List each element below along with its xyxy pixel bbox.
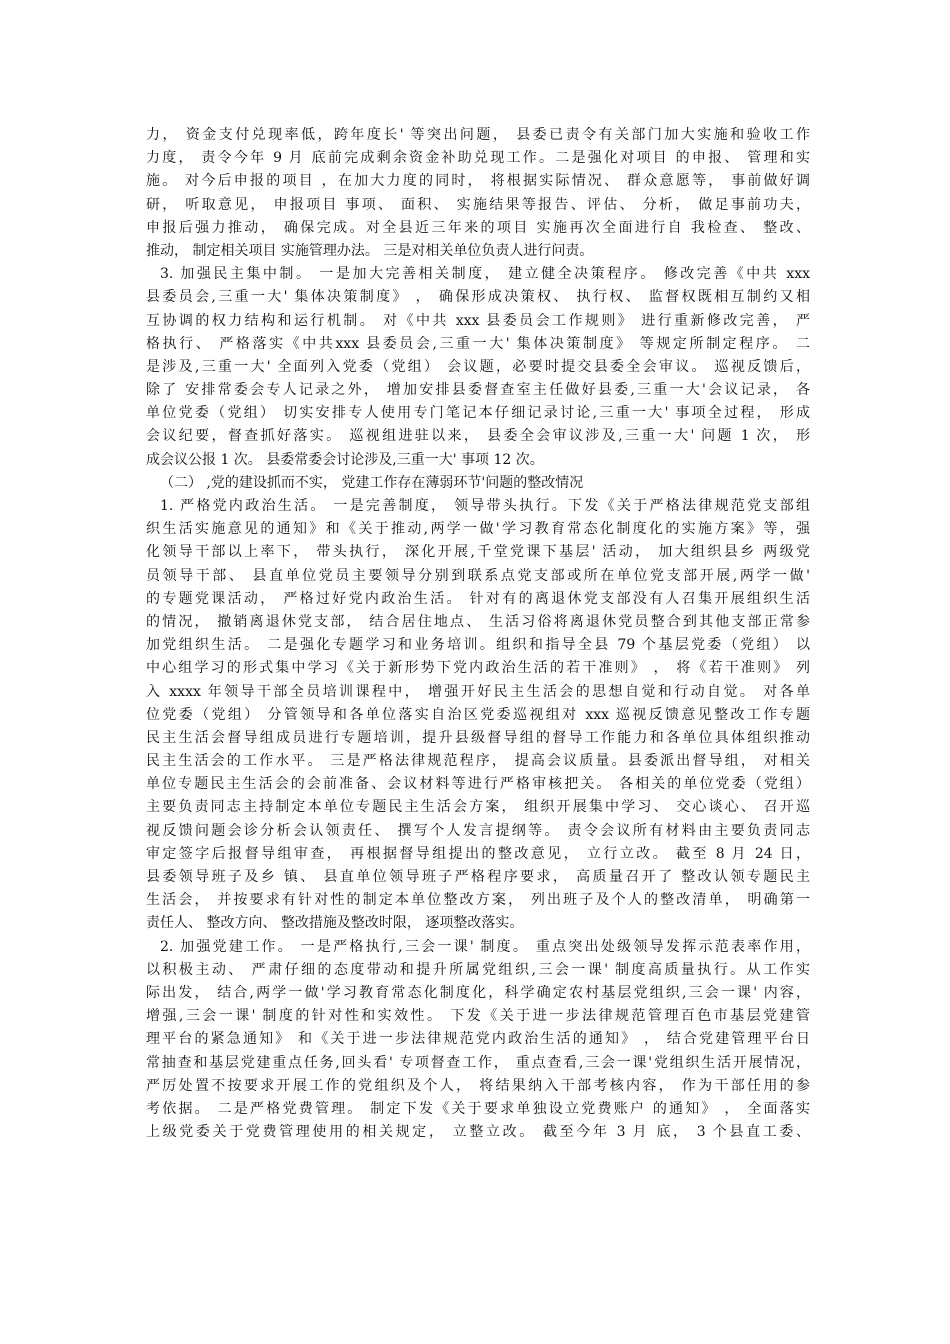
text-line: 单位党委（党组） 切实安排专人使用专门笔记本仔细记录讨论,三重一大' 事项全过程， 形成 — [146, 405, 810, 422]
text-line: 生活会， 并按要求有针对性的制定本单位整改方案， 列出班子及个人的整改清单， 明确第一 — [146, 892, 810, 909]
text-line: 申报后强力推动， 确保完成。对全县近三年来的项目 实施再次全面进行自 我检查、 整改、 — [146, 219, 810, 236]
text-line: 以积极主动、 严肃仔细的态度带动和提升所属党组织,三会一课' 制度高质量执行。从工作实 — [146, 961, 810, 978]
text-line: 力， 资金支付兑现率低，跨年度长' 等突出问题， 县委已责令有关部门加大实施和验收工作 — [146, 127, 810, 143]
text-line: 主要负责同志主持制定本单位专题民主生活会方案， 组织开展集中学习、 交心谈心、 召开巡 — [146, 799, 810, 816]
text-line: 责任人、 整改方向、 整改措施及整改时限， 逐项整改落实。 — [146, 915, 524, 932]
document-body — [146, 124, 810, 1144]
text-line: 的情况， 撤销离退休党支部， 结合居住地点、 生活习俗将离退休党员整合到其他支部正常参 — [146, 613, 810, 630]
text-line: 2. 加强党建工作。 一是严格执行,三会一课' 制度。 重点突出处级领导发挥示范表率作用， — [160, 938, 810, 955]
text-line: 格执行、 严格落实《中共xxx 县委员会,三重一大' 集体决策制度》 等规定所制定程序。 二 — [146, 335, 810, 352]
text-line: 的专题党课活动， 严格过好党内政治生活。 针对有的离退休党支部没有人召集开展组织生活 — [146, 590, 810, 607]
text-line: 常抽查和基层党建重点任务,回头看' 专项督查工作， 重点查看,三会一课'党组织生活开展情况， — [146, 1054, 810, 1071]
text-line: 入 xxxx 年领导干部全员培训课程中， 增强开好民主生活会的思想自觉和行动自觉。 对各单 — [146, 683, 810, 700]
text-line: 民主生活会督导组成员进行专题培训，提升县级督导组的督导工作能力和各单位具体组织推动 — [146, 729, 810, 746]
text-line: 位党委（党组） 分管领导和各单位落实自治区党委巡视组对 xxx 巡视反馈意见整改工作专题 — [146, 706, 810, 723]
text-line: 民主生活会的工作水平。 三是严格法律规范程序， 提高会议质量。县委派出督导组， 对相关 — [146, 753, 810, 770]
text-line: 力度， 责令今年 9 月 底前完成剩余资金补助兑现工作。二是强化对项目 的申报、 管理和实 — [146, 150, 810, 167]
text-line: 中心组学习的形式集中学习《关于新形势下党内政治生活的若干准则》 ， 将《若干准则》 列 — [146, 660, 810, 677]
text-line: 增强,三会一课' 制度的针对性和实效性。 下发《关于进一步法律规范管理百色市基层党建管 — [146, 1008, 810, 1025]
text-line: 县委领导班子及乡 镇、 县直单位领导班子严格程序要求， 高质量召开了 整改认领专题民主 — [146, 869, 810, 885]
text-line: 上级党委关于党费管理使用的相关规定， 立整立改。 截至今年 3 月 底， 3 个县直工委、 — [146, 1124, 810, 1141]
text-line: 严厉处置不按要求开展工作的党组织及个人， 将结果纳入干部考核内容， 作为干部任用的参 — [146, 1077, 810, 1094]
text-line: 除了 安排常委会专人记录之外， 增加安排县委督查室主任做好县委,三重一大'会议记录， 各 — [146, 382, 810, 399]
text-line: 理平台的紧急通知》 和《关于进一步法律规范党内政治生活的通知》 ， 结合党建管理平台日 — [146, 1031, 810, 1048]
text-line: 化领导干部以上率下， 带头执行， 深化开展,千堂党课下基层' 活动， 加大组织县乡 两级党 — [146, 544, 810, 561]
text-line: 会议纪要，督查抓好落实。 巡视组进驻以来， 县委全会审议涉及,三重一大' 问题 1 次， 形 — [146, 428, 810, 445]
text-line: 员领导干部、 县直单位党员主要领导分别到联系点党支部或所在单位党支部开展,两学一做' — [146, 567, 810, 584]
text-line: 加党组织生活。 二是强化专题学习和业务培训。组织和指导全县 79 个基层党委（党组） 以 — [146, 637, 810, 654]
text-line: 际出发， 结合,两学一做'学习教育常态化制度化，科学确定农村基层党组织,三会一课' 内容， — [146, 984, 810, 1001]
text-line: 审定签字后报督导组审查， 再根据督导组提出的整改意见， 立行立改。 截至 8 月 24 日， — [146, 845, 810, 862]
text-line: 研， 听取意见， 申报项目 事项、 面积、 实施结果等报告、评估、 分析， 做足事前功夫， — [146, 196, 810, 213]
text-line: 是涉及,三重一大' 全面列入党委（党组） 会议题，必要时提交县委全会审议。 巡视反馈后， — [146, 358, 810, 375]
text-line: 考依据。 二是严格党费管理。 制定下发《关于要求单独设立党费账户 的通知》 ， 全面落实 — [146, 1100, 810, 1117]
text-line: 1. 严格党内政治生活。 一是完善制度， 领导带头执行。下发《关于严格法律规范党支部组 — [160, 498, 810, 514]
text-line: 成会议公报 1 次。 县委常委会讨论涉及,三重一大' 事项 12 次。 — [146, 451, 544, 468]
section-heading: （二） ,党的建设抓而不实， 党建工作存在薄弱环节'问题的整改情况 — [160, 474, 584, 491]
text-line: 单位专题民主生活会的会前准备、会议材料等进行严格审核把关。 各相关的单位党委（党组） — [146, 776, 810, 793]
text-line: 县委员会,三重一大' 集体决策制度》 ， 确保形成决策权、 执行权、 监督权既相互制约又相 — [146, 289, 810, 306]
text-line: 织生活实施意见的通知》和《关于推动,两学一做'学习教育常态化制度化的实施方案》等，强 — [146, 521, 810, 538]
text-line: 3. 加强民主集中制。 一是加大完善相关制度， 建立健全决策程序。 修改完善《中共 xxx — [160, 266, 810, 283]
text-line: 施。 对今后申报的项目 ，在加大力度的同时， 将根据实际情况、 群众意愿等， 事前做好调 — [146, 173, 810, 190]
text-line: 推动， 制定相关项目 实施管理办法。 三是对相关单位负责人进行问责。 — [146, 242, 594, 259]
text-line: 互协调的权力结构和运行机制。 对《中共 xxx 县委员会工作规则》 进行重新修改完善， 严 — [146, 312, 810, 329]
text-line: 视反馈问题会诊分析会认领责任、 撰写个人发言提纲等。 责令会议所有材料由主要负责同志 — [146, 822, 810, 839]
